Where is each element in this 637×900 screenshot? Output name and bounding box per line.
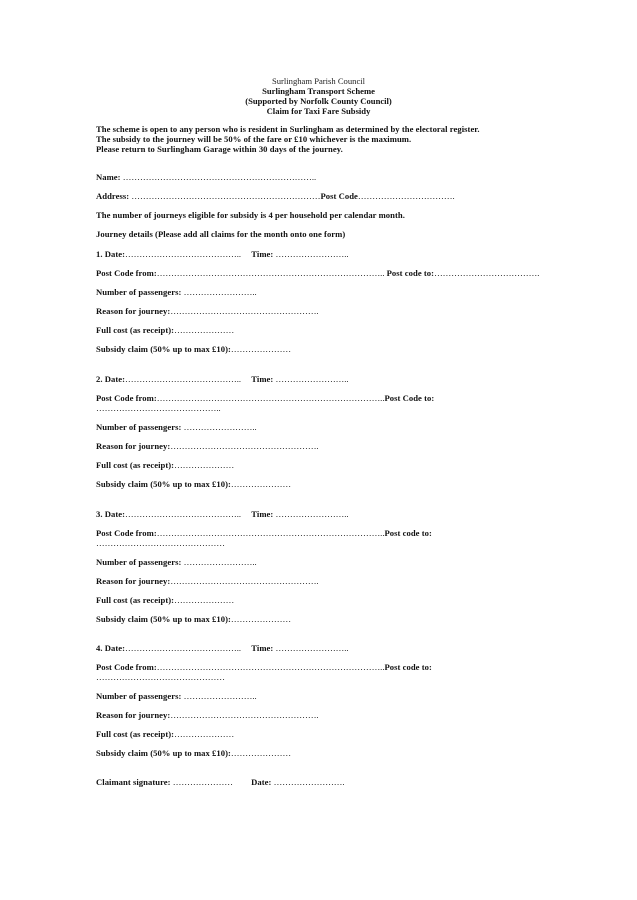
time-blank[interactable]: …………………….. <box>275 249 349 259</box>
intro-line-1: The scheme is open to any person who is resident in Surlingham as determined by the electoral register. <box>96 124 480 134</box>
reason-label: Reason for journey: <box>96 710 171 720</box>
full-cost-label: Full cost (as receipt): <box>96 460 175 470</box>
journey-postcode-row <box>96 268 539 278</box>
postcode-to-blank[interactable]: ……………………………………… <box>96 538 225 548</box>
reason-row <box>96 710 319 720</box>
reason-blank[interactable]: ……………………………………………. <box>170 576 319 586</box>
address-blank[interactable]: ………………………………………………………… <box>131 191 321 201</box>
postcode-from-label: Post Code from: <box>96 528 157 538</box>
date-blank[interactable]: ………………………………….. <box>125 643 242 653</box>
subsidy-claim-row <box>96 748 291 758</box>
passengers-label: Number of passengers: <box>96 287 184 297</box>
subsidy-claim-blank[interactable]: ………………… <box>230 748 292 758</box>
postcode-to-label: Post Code to: <box>384 393 435 403</box>
subsidy-claim-row <box>96 479 291 489</box>
subsidy-claim-label: Subsidy claim (50% up to max £10): <box>96 344 231 354</box>
reason-blank[interactable]: ……………………………………………. <box>170 441 319 451</box>
time-label: Time: <box>251 374 276 384</box>
subsidy-claim-row <box>96 614 291 624</box>
postcode-to-continuation <box>96 672 225 682</box>
subsidy-claim-blank[interactable]: ………………… <box>230 344 292 354</box>
date-blank[interactable]: ………………………………….. <box>125 509 242 519</box>
postcode-from-blank[interactable]: …………………………………………………………………….. <box>156 393 385 403</box>
reason-blank[interactable]: ……………………………………………. <box>170 710 319 720</box>
journey-date-time-row <box>96 509 349 519</box>
postcode-to-label: Post code to: <box>384 528 432 538</box>
journey-date-time-row <box>96 249 349 259</box>
subsidy-claim-blank[interactable]: ………………… <box>230 614 292 624</box>
reason-label: Reason for journey: <box>96 576 171 586</box>
name-field[interactable] <box>96 172 316 182</box>
journey-postcode-row <box>96 393 434 403</box>
date-label: 4. Date: <box>96 643 126 653</box>
address-field[interactable] <box>96 191 455 201</box>
journey-postcode-row <box>96 662 432 672</box>
reason-row <box>96 306 319 316</box>
full-cost-row <box>96 325 234 335</box>
full-cost-row <box>96 729 234 739</box>
passengers-blank[interactable]: …………………….. <box>183 557 257 567</box>
passengers-row <box>96 557 257 567</box>
subsidy-claim-label: Subsidy claim (50% up to max £10): <box>96 748 231 758</box>
passengers-row <box>96 691 257 701</box>
reason-blank[interactable]: ……………………………………………. <box>170 306 319 316</box>
postcode-to-continuation <box>96 403 221 413</box>
intro-line-3: Please return to Surlingham Garage within 30 days of the journey. <box>96 144 343 154</box>
intro-line-2: The subsidy to the journey will be 50% of the fare or £10 whichever is the maximum. <box>96 134 412 144</box>
council-name: Surlingham Parish Council <box>271 76 366 86</box>
postcode-from-label: Post Code from: <box>96 268 157 278</box>
journey-date-time-row <box>96 374 349 384</box>
journey-postcode-row <box>96 528 432 538</box>
reason-label: Reason for journey: <box>96 441 171 451</box>
full-cost-blank[interactable]: ………………… <box>174 595 235 605</box>
full-cost-row <box>96 460 234 470</box>
postcode-from-label: Post Code from: <box>96 662 157 672</box>
postcode-to-blank[interactable]: ………………………………. <box>434 268 540 278</box>
date-blank[interactable]: ………………………………….. <box>125 374 242 384</box>
date-label: 3. Date: <box>96 509 126 519</box>
postcode-from-blank[interactable]: …………………………………………………………………….. <box>156 528 385 538</box>
time-label: Time: <box>251 509 276 519</box>
signature-row <box>96 777 345 787</box>
date-blank[interactable]: ………………………………….. <box>125 249 242 259</box>
postcode-to-label: Post code to: <box>384 662 432 672</box>
name-blank[interactable]: ………………………………………………………….. <box>122 172 317 182</box>
journey-date-time-row <box>96 643 349 653</box>
reason-row <box>96 576 319 586</box>
supported-by: (Supported by Norfolk County Council) <box>245 96 392 106</box>
full-cost-label: Full cost (as receipt): <box>96 325 175 335</box>
form-title: Claim for Taxi Fare Subsidy <box>266 106 371 116</box>
time-label: Time: <box>251 643 276 653</box>
passengers-blank[interactable]: …………………….. <box>183 287 257 297</box>
full-cost-blank[interactable]: ………………… <box>174 460 235 470</box>
reason-row <box>96 441 319 451</box>
name-label: Name: <box>96 172 123 182</box>
scheme-title: Surlingham Transport Scheme <box>262 86 375 96</box>
subsidy-claim-blank[interactable]: ………………… <box>230 479 292 489</box>
passengers-blank[interactable]: …………………….. <box>183 422 257 432</box>
full-cost-blank[interactable]: ………………… <box>174 325 235 335</box>
time-label: Time: <box>251 249 276 259</box>
signature-blank[interactable]: ………………… <box>172 777 233 787</box>
postcode-from-blank[interactable]: …………………………………………………………………….. <box>156 268 387 278</box>
full-cost-row <box>96 595 234 605</box>
postcode-to-blank[interactable]: ……………………………………… <box>96 672 225 682</box>
eligibility-note: The number of journeys eligible for subsidy is 4 per household per calendar month. <box>96 210 405 220</box>
address-label: Address: <box>96 191 132 201</box>
reason-label: Reason for journey: <box>96 306 171 316</box>
postcode-from-label: Post Code from: <box>96 393 157 403</box>
postcode-to-label: Post code to: <box>386 268 435 278</box>
subsidy-claim-row <box>96 344 291 354</box>
postcode-to-continuation <box>96 538 225 548</box>
signature-label: Claimant signature: <box>96 777 173 787</box>
postcode-from-blank[interactable]: …………………………………………………………………….. <box>156 662 385 672</box>
postcode-blank[interactable]: ……………………………. <box>357 191 455 201</box>
subsidy-claim-label: Subsidy claim (50% up to max £10): <box>96 479 231 489</box>
signature-date-blank[interactable]: ……………………. <box>273 777 345 787</box>
passengers-row <box>96 422 257 432</box>
postcode-to-blank[interactable]: …………………………………….. <box>96 403 221 413</box>
time-blank[interactable]: …………………….. <box>275 374 349 384</box>
subsidy-claim-label: Subsidy claim (50% up to max £10): <box>96 614 231 624</box>
time-blank[interactable]: …………………….. <box>275 509 349 519</box>
passengers-blank[interactable]: …………………….. <box>183 691 257 701</box>
date-label: 1. Date: <box>96 249 126 259</box>
time-blank[interactable]: …………………….. <box>275 643 349 653</box>
signature-date-label: Date: <box>251 777 274 787</box>
passengers-row <box>96 287 257 297</box>
date-label: 2. Date: <box>96 374 126 384</box>
passengers-label: Number of passengers: <box>96 557 184 567</box>
full-cost-label: Full cost (as receipt): <box>96 595 175 605</box>
passengers-label: Number of passengers: <box>96 422 184 432</box>
passengers-label: Number of passengers: <box>96 691 184 701</box>
full-cost-label: Full cost (as receipt): <box>96 729 175 739</box>
full-cost-blank[interactable]: ………………… <box>174 729 235 739</box>
journey-details-note: Journey details (Please add all claims for the month onto one form) <box>96 229 346 239</box>
postcode-label: Post Code <box>320 191 358 201</box>
